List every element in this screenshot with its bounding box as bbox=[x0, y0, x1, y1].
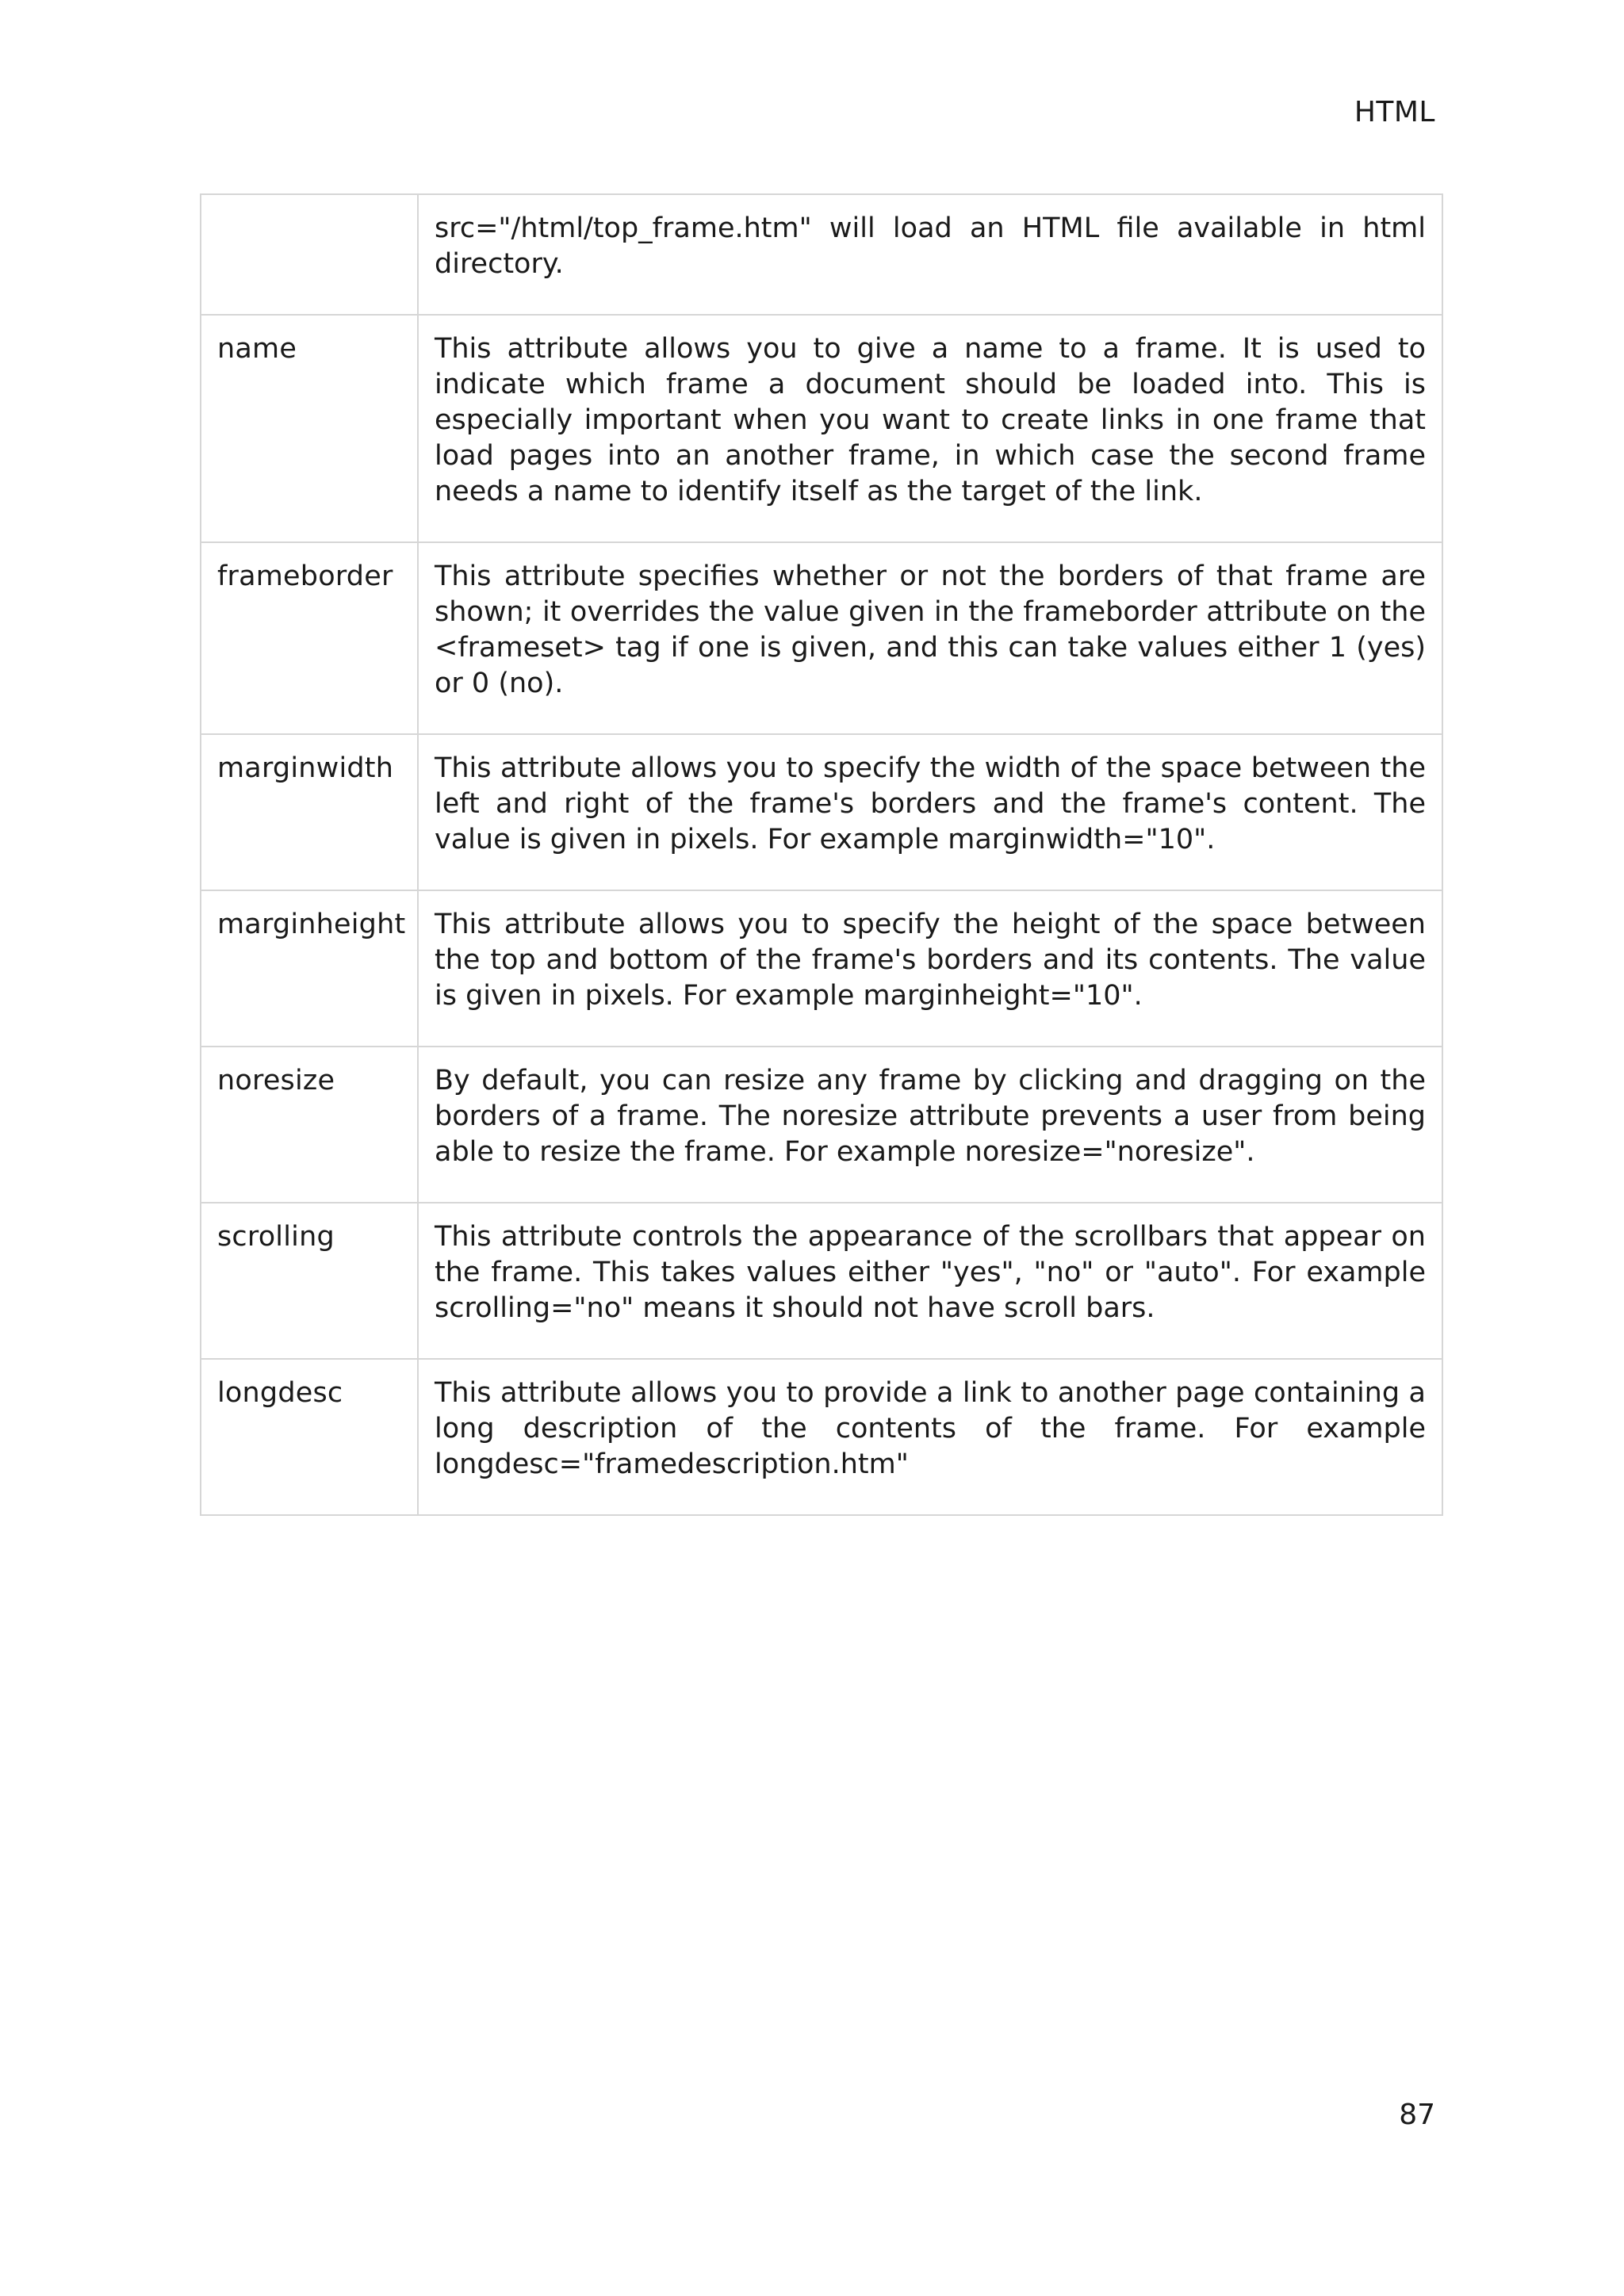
table-row bbox=[201, 194, 1442, 315]
attribute-description-cell: src="/html/top_frame.htm" will load an HTML file available in html directory. bbox=[418, 194, 1442, 315]
attribute-description-cell: This attribute specifies whether or not the borders of that frame are shown; it overrides the value given in the frameborder attribute on the <frameset> tag if one is given, and this can take values either 1 (yes) or 0 (no). bbox=[418, 542, 1442, 734]
attribute-name-cell: noresize bbox=[201, 1047, 418, 1203]
attribute-description-cell: This attribute allows you to specify the height of the space between the top and bottom of the frame's borders and its contents. The value is given in pixels. For example marginheight="10". bbox=[418, 890, 1442, 1047]
running-header-title: HTML bbox=[1354, 96, 1435, 128]
table-row bbox=[201, 1203, 1442, 1359]
attribute-name-cell: frameborder bbox=[201, 542, 418, 734]
attribute-description-cell: This attribute allows you to specify the width of the space between the left and right of the frame's borders and the frame's content. The value is given in pixels. For example marginwidth="10". bbox=[418, 734, 1442, 890]
attribute-description-cell: This attribute controls the appearance of the scrollbars that appear on the frame. This takes values either "yes", "no" or "auto". For example scrolling="no" means it should not have scroll bars. bbox=[418, 1203, 1442, 1359]
table-row bbox=[201, 734, 1442, 890]
table-row bbox=[201, 1359, 1442, 1515]
attribute-name-cell: scrolling bbox=[201, 1203, 418, 1359]
page-number: 87 bbox=[1399, 2099, 1435, 2131]
table-row bbox=[201, 542, 1442, 734]
attribute-name-cell: marginwidth bbox=[201, 734, 418, 890]
table-row bbox=[201, 890, 1442, 1047]
attribute-name-cell: name bbox=[201, 315, 418, 542]
attribute-description-cell: This attribute allows you to provide a link to another page containing a long description of the contents of the frame. For example longdesc="framedescription.htm" bbox=[418, 1359, 1442, 1515]
attribute-name-cell bbox=[201, 194, 418, 315]
attribute-description-cell: By default, you can resize any frame by clicking and dragging on the borders of a frame. The noresize attribute prevents a user from being able to resize the frame. For example noresize="noresize". bbox=[418, 1047, 1442, 1203]
table-row bbox=[201, 315, 1442, 542]
frame-attributes-table bbox=[200, 193, 1443, 1516]
attribute-name-cell: marginheight bbox=[201, 890, 418, 1047]
table-row bbox=[201, 1047, 1442, 1203]
attribute-description-cell: This attribute allows you to give a name to a frame. It is used to indicate which frame a document should be loaded into. This is especially important when you want to create links in one frame that load pages into an another frame, in which case the second frame needs a name to identify itself as the target of the link. bbox=[418, 315, 1442, 542]
attribute-name-cell: longdesc bbox=[201, 1359, 418, 1515]
